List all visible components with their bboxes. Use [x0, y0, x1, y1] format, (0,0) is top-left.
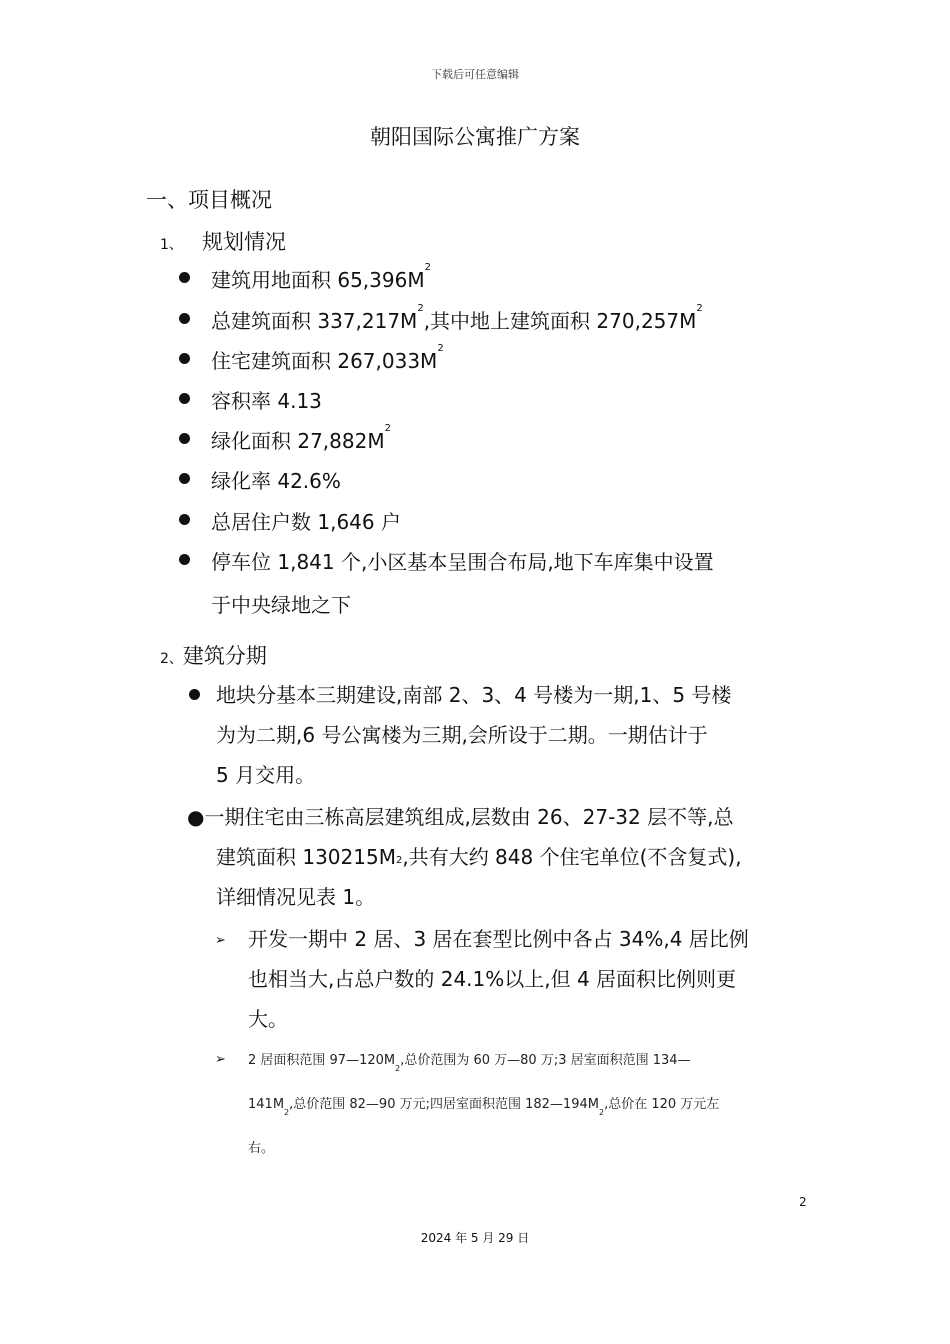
superscript: 2	[598, 1108, 605, 1117]
bullet-icon	[179, 433, 190, 444]
bullet-icon	[179, 514, 190, 525]
section-heading-overview: 一、项目概况	[146, 188, 272, 212]
paragraph-price-ranges: 2 居面积范围 $97—120M^2$,总价范围为 60 万—80 万;3 居室面积范围 134— $141M^2$,总价范围 82—90 万元;四居室面积范围 $182—194M^2$,总价在 120 万元左 右。	[248, 1053, 720, 1156]
list-item: 住宅建筑面积 $267,033M^2$	[211, 343, 444, 373]
bullet-icon	[179, 313, 190, 324]
page-header: 下载后可任意编辑	[431, 68, 519, 81]
subsection-heading-phasing	[160, 640, 267, 670]
bullet-icon	[179, 473, 190, 484]
bullet-icon	[179, 554, 190, 565]
superscript: 2	[437, 343, 444, 354]
subsection-label: 建筑分期	[182, 644, 267, 668]
paragraph-phases: 地块分基本三期建设,南部 2、3、4 号楼为一期,1、5 号楼 为为二期,6 号公寓楼为三期,会所设于二期。一期估计于 5 月交用。	[216, 683, 732, 787]
bullet-icon	[189, 689, 200, 700]
superscript: 2	[384, 423, 391, 434]
superscript: 2	[417, 303, 424, 314]
list-item: 总居住户数 1,646 户	[211, 510, 401, 534]
arrow-bullet-icon: ➢	[215, 933, 226, 948]
list-item: 容积率 4.13	[211, 389, 322, 413]
subsection-number: 2、	[160, 651, 183, 667]
superscript: 2	[395, 1064, 401, 1073]
paragraph-phase-one: ●一期住宅由三栋高层建筑组成,层数由 26、27-32 层不等,总 建筑面积 $130215M^2$,共有大约 848 个住宅单位(不含复式), 详细情况见表 1。	[187, 805, 742, 909]
superscript: 2	[395, 855, 403, 866]
bullet-icon	[179, 272, 190, 283]
paragraph-unit-ratio: 开发一期中 2 居、3 居在套型比例中各占 34%,4 居比例 也相当大,占总户数的 24.1%以上,但 4 居面积比例则更 大。	[248, 927, 749, 1031]
superscript: 2	[696, 303, 703, 314]
list-item: 总建筑面积 $337,217M^2$,其中地上建筑面积 $270,257M^2$	[211, 303, 703, 333]
arrow-bullet-icon: ➢	[215, 1052, 226, 1067]
list-item: 停车位 1,841 个,小区基本呈围合布局,地下车库集中设置	[211, 550, 714, 574]
page-number: 2	[799, 1195, 807, 1209]
bullet-icon	[179, 393, 190, 404]
superscript: 2	[284, 1108, 290, 1117]
list-item: 绿化面积 $27,882M^2$	[211, 423, 391, 453]
list-item: 绿化率 42.6%	[211, 469, 341, 493]
bullet-icon	[179, 353, 190, 364]
subsection-heading-planning	[160, 226, 286, 256]
subsection-label: 规划情况	[202, 230, 286, 254]
superscript: 2	[424, 262, 431, 273]
page-footer-date: 2024 年 5 月 29 日	[420, 1231, 530, 1245]
list-item: 建筑用地面积 $65,396M^2$	[211, 262, 431, 292]
list-item-continuation: 于中央绿地之下	[211, 593, 351, 617]
subsection-number: 1、	[160, 237, 183, 253]
document-title: 朝阳国际公寓推广方案	[370, 125, 580, 149]
